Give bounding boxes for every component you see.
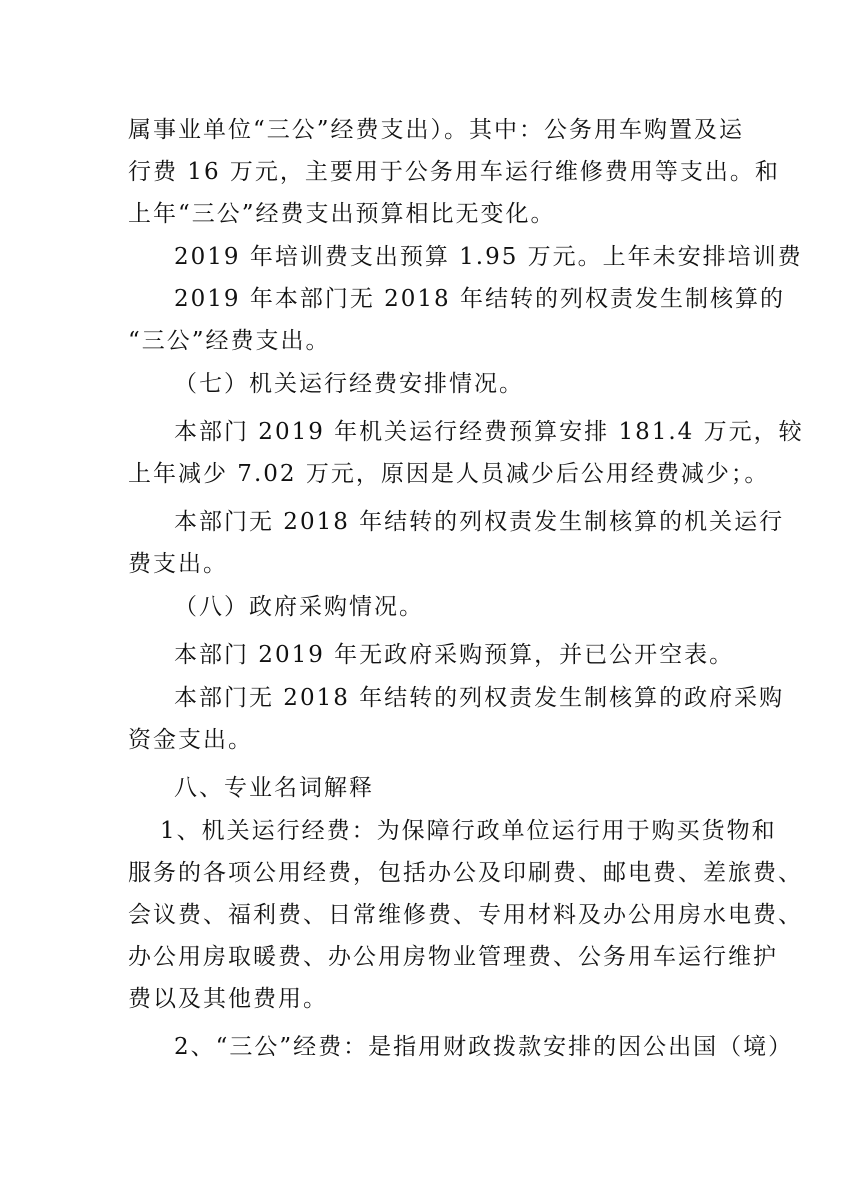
text-line: 本部门 2019 年无政府采购预算，并已公开空表。 bbox=[174, 642, 735, 668]
text-line: 会议费、福利费、日常维修费、专用材料及办公用房水电费、 bbox=[128, 902, 803, 928]
section-heading: （七）机关运行经费安排情况。 bbox=[174, 371, 524, 397]
text-line: 办公用房取暖费、办公用房物业管理费、公务用车运行维护 bbox=[128, 944, 778, 970]
section-heading: 八、专业名词解释 bbox=[174, 775, 374, 801]
text-line: “三公”经费支出。 bbox=[128, 328, 331, 354]
text-line: 本部门无 2018 年结转的列权责发生制核算的机关运行 bbox=[174, 509, 785, 535]
text-line: 本部门 2019 年机关运行经费预算安排 181.4 万元，较 bbox=[174, 419, 804, 445]
text-line: 本部门无 2018 年结转的列权责发生制核算的政府采购 bbox=[174, 685, 785, 711]
text-line: 费支出。 bbox=[128, 551, 228, 577]
text-line: 资金支出。 bbox=[128, 727, 253, 753]
text-line: 2019 年培训费支出预算 1.95 万元。上年未安排培训费 bbox=[174, 244, 803, 270]
text-line: 2019 年本部门无 2018 年结转的列权责发生制核算的 bbox=[174, 286, 785, 312]
text-line: 上年“三公”经费支出预算相比无变化。 bbox=[128, 201, 556, 227]
section-heading: （八）政府采购情况。 bbox=[174, 594, 424, 620]
text-line: 1、机关运行经费：为保障行政单位运行用于购买货物和 bbox=[160, 818, 777, 844]
text-line: 费以及其他费用。 bbox=[128, 986, 328, 1012]
text-line: 2、“三公”经费：是指用财政拨款安排的因公出国（境） bbox=[174, 1034, 794, 1060]
text-line: 上年减少 7.02 万元，原因是人员减少后公用经费减少；。 bbox=[128, 461, 770, 487]
text-line: 服务的各项公用经费，包括办公及印刷费、邮电费、差旅费、 bbox=[128, 860, 803, 886]
text-line: 属事业单位“三公”经费支出）。其中：公务用车购置及运 bbox=[128, 117, 745, 143]
text-line: 行费 16 万元，主要用于公务用车运行维修费用等支出。和 bbox=[128, 159, 780, 185]
